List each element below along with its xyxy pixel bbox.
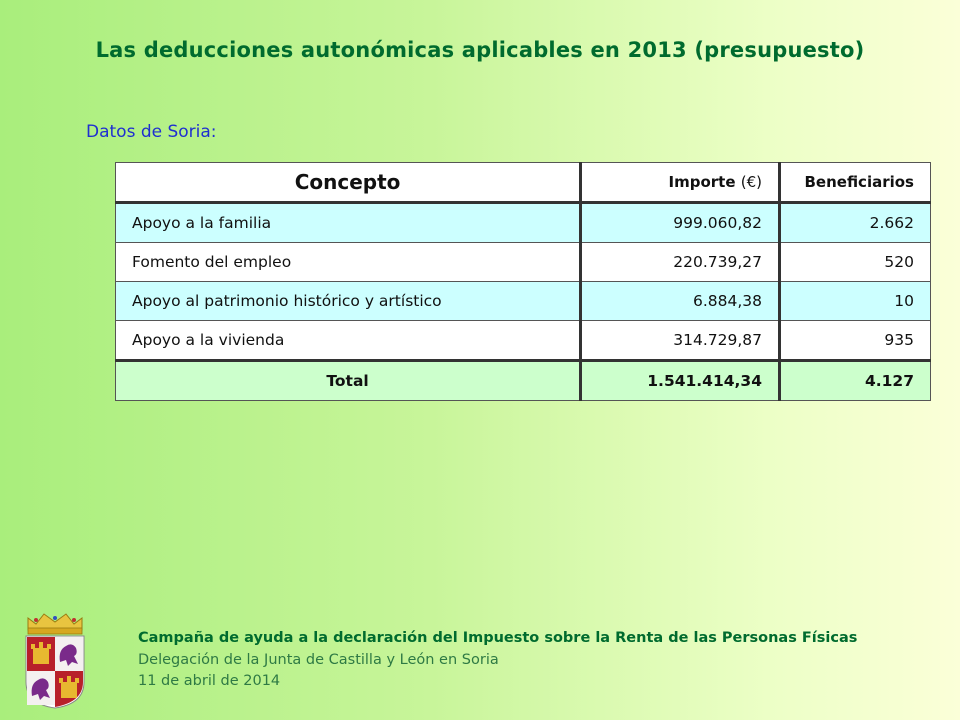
row-beneficiarios: 935 <box>780 321 931 361</box>
row-beneficiarios: 10 <box>780 282 931 321</box>
header-beneficiarios: Beneficiarios <box>780 163 931 203</box>
row-concepto: Fomento del empleo <box>116 243 581 282</box>
castilla-leon-coat-of-arms-icon <box>22 610 88 710</box>
row-concepto: Apoyo al patrimonio histórico y artístico <box>116 282 581 321</box>
row-importe: 314.729,87 <box>581 321 780 361</box>
table-row <box>116 203 931 243</box>
row-concepto: Apoyo a la vivienda <box>116 321 581 361</box>
table-header-row <box>116 163 931 203</box>
table-row <box>116 243 931 282</box>
footer-delegation: Delegación de la Junta de Castilla y León en Soria <box>138 651 499 668</box>
footer-campaign: Campaña de ayuda a la declaración del Impuesto sobre la Renta de las Personas Físicas <box>138 630 858 646</box>
total-label: Total <box>116 361 581 401</box>
page-title: Las deducciones autonómicas aplicables en 2013 (presupuesto) <box>95 38 865 62</box>
footer-date: 11 de abril de 2014 <box>138 673 281 689</box>
total-importe: 1.541.414,34 <box>581 361 780 401</box>
row-importe: 999.060,82 <box>581 203 780 243</box>
footer <box>138 628 857 693</box>
row-importe: 220.739,27 <box>581 243 780 282</box>
header-importe-unit: (€) <box>740 173 762 191</box>
row-beneficiarios: 2.662 <box>780 203 931 243</box>
row-beneficiarios: 520 <box>780 243 931 282</box>
deducciones-table <box>115 162 931 401</box>
total-beneficiarios: 4.127 <box>780 361 931 401</box>
subtitle-datos-soria: Datos de Soria: <box>86 122 217 142</box>
header-importe <box>581 163 780 203</box>
table-row <box>116 282 931 321</box>
table-total-row <box>116 361 931 401</box>
header-importe-label: Importe <box>668 173 736 191</box>
header-concepto: Concepto <box>116 163 581 203</box>
table-row <box>116 321 931 361</box>
row-importe: 6.884,38 <box>581 282 780 321</box>
row-concepto: Apoyo a la familia <box>116 203 581 243</box>
